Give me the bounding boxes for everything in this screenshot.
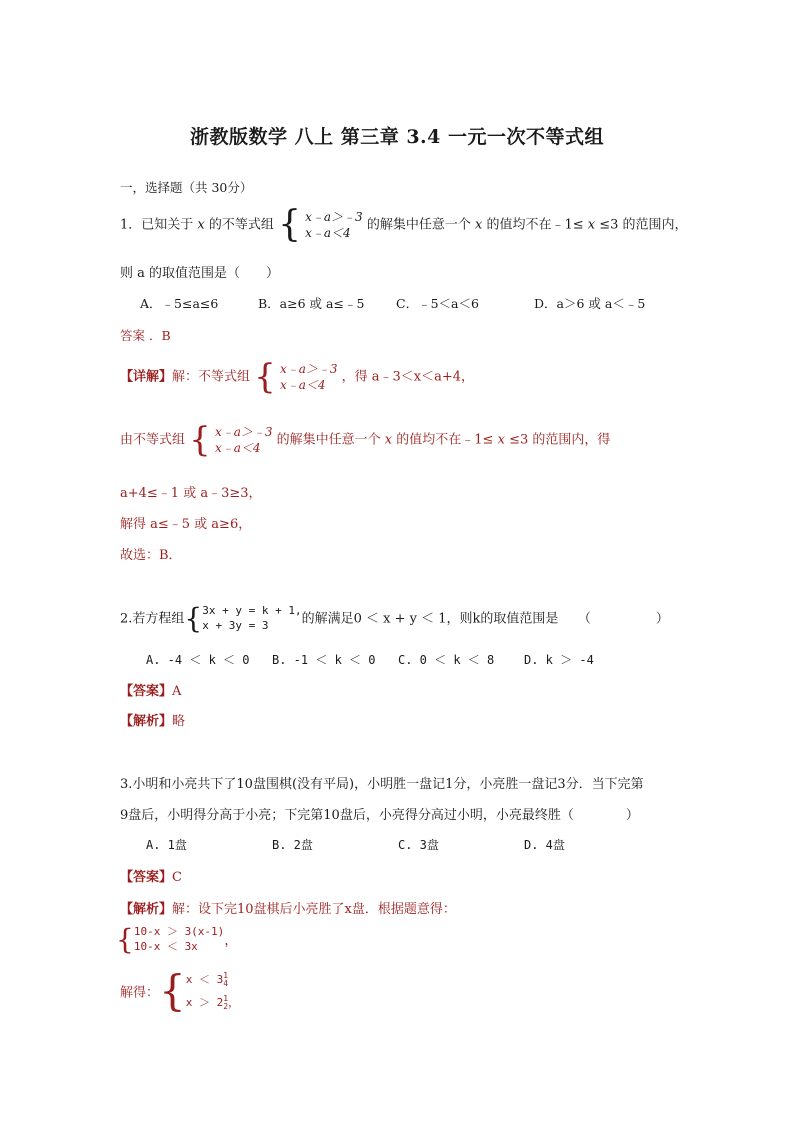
q2-equation-system: 3x + y = k + 1, x + 3y = 3 (202, 604, 302, 632)
q3-inequality-system: {10-x ＞ 3(x-1) 10-x ＜ 3x ， (116, 922, 238, 956)
q2-answer: 【答案】A (120, 684, 182, 699)
q1-system-brace: { (278, 204, 301, 245)
q1-detail-system-2: x﹣a＞﹣3 x﹣a＜4 (214, 424, 273, 455)
q1-stem-line2: 则 a 的取值范围是（ ） (120, 266, 280, 281)
q1-stem-line1: 1．已知关于 x 的不等式组 { x﹣a＞﹣3 x﹣a＜4 的解集中任意一个 x 的值均不在﹣1≤ x ≤3 的范围内， (120, 204, 688, 245)
q3-solution: 解得：{x ＜ 31 4 x ＞ 21 2， (120, 966, 240, 1016)
q1-inequality-system: x﹣a＞﹣3 x﹣a＜4 (305, 209, 363, 240)
q2-option-a: A. -4 ＜ k ＜ 0 (146, 653, 250, 667)
q1-detail-line1: 【详解】解：不等式组 { x﹣a＞﹣3 x﹣a＜4 ，得 a﹣3＜x＜a+4， (120, 357, 475, 397)
q2-option-d: D. k ＞ -4 (524, 653, 594, 667)
q3-analysis: 【解析】解：设下完10盘棋后小亮胜了x盘．根据题意得： (120, 902, 456, 917)
q3-option-a: A. 1盘 (146, 838, 187, 852)
q2-stem: 2.若方程组{3x + y = k + 1, x + 3y = 3 的解满足0 ＜ x + y ＜ 1，则k的取值范围是 （ ） (120, 601, 669, 635)
q1-answer: 答案 ．B (120, 328, 171, 343)
q3-stem-line2: 9盘后，小明得分高于小亮；下完第10盘后，小亮得分高过小明，小亮最终胜（ ） (120, 808, 639, 823)
q2-system-brace: { (184, 601, 203, 635)
q1-option-a: A．﹣5≤a≤6 (140, 296, 219, 311)
q3-solution-brace: { (159, 966, 186, 1016)
q1-detail-line3: a+4≤﹣1 或 a﹣3≥3， (120, 486, 262, 501)
q1-detail-brace: { (254, 357, 276, 397)
q1-detail-brace-2: { (189, 420, 211, 460)
q3-system-brace: { (116, 922, 134, 956)
q1-detail-line4: 解得 a≤﹣5 或 a≥6， (120, 517, 252, 532)
page-title: 浙教版数学 八上 第三章 3.4 一元一次不等式组 (189, 126, 604, 148)
q2-option-b: B. -1 ＜ k ＜ 0 (272, 653, 376, 667)
q3-answer: 【答案】C (120, 870, 182, 885)
q1-option-b: B．a≥6 或 a≤﹣5 (258, 296, 365, 311)
q3-option-b: B. 2盘 (272, 838, 313, 852)
q1-detail-line5: 故选：B． (120, 548, 182, 563)
q2-analysis: 【解析】略 (120, 714, 186, 729)
q3-option-d: D. 4盘 (524, 838, 565, 852)
q1-option-c: C．﹣5＜a＜6 (396, 296, 479, 311)
q1-detail-line2: 由不等式组 { x﹣a＞﹣3 x﹣a＜4 的解集中任意一个 x 的值均不在﹣1≤ x ≤3 的范围内，得 (120, 420, 611, 460)
q1-detail-system: x﹣a＞﹣3 x﹣a＜4 (279, 361, 338, 392)
q3-solution-system: x ＜ 31 4 x ＞ 21 2， (185, 971, 240, 1012)
q1-option-d: D．a＞6 或 a＜﹣5 (534, 296, 646, 311)
q3-option-c: C. 3盘 (398, 838, 439, 852)
q2-option-c: C. 0 ＜ k ＜ 8 (398, 653, 495, 667)
section-heading: 一，选择题（共 30分） (120, 180, 253, 195)
q3-stem-line1: 3.小明和小亮共下了10盘围棋(没有平局)，小明胜一盘记1分，小亮胜一盘记3分．当下完第 (120, 777, 644, 792)
